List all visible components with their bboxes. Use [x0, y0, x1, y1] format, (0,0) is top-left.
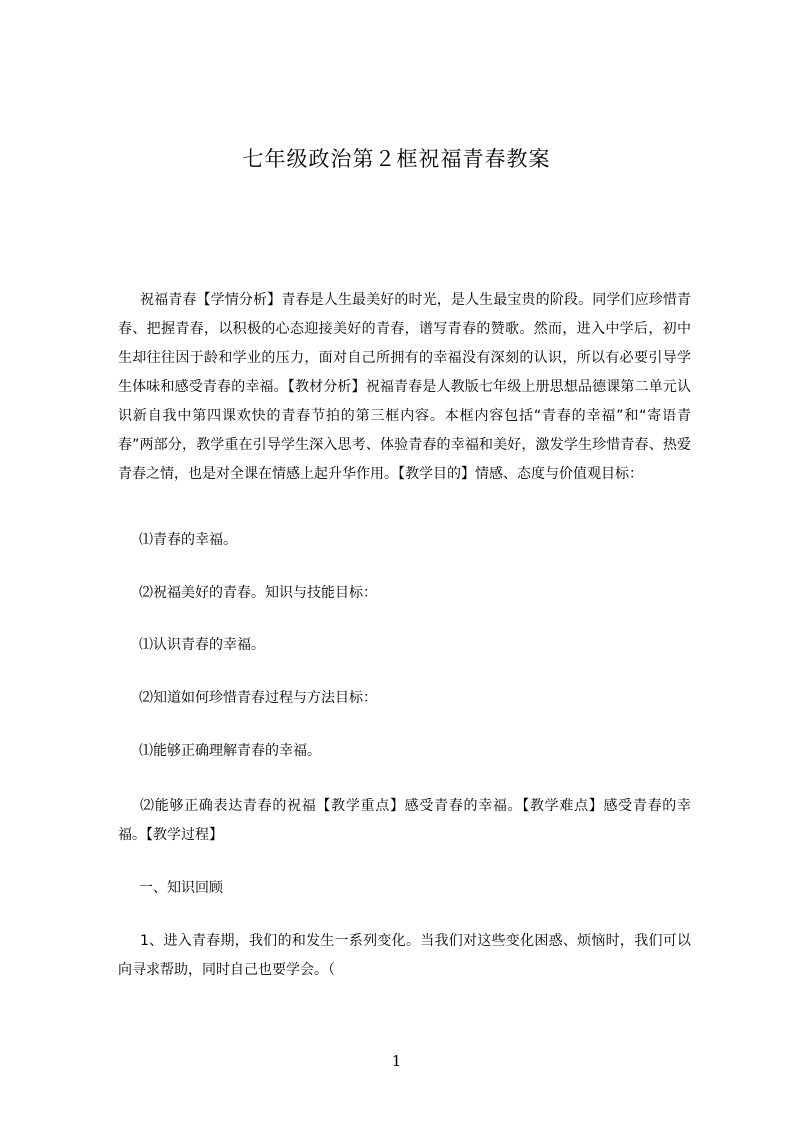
section-heading: 一、知识回顾 [139, 880, 223, 896]
paragraph-intro: 祝福青春【学情分析】青春是人生最美好的时光，是人生最宝贵的阶段。同学们应珍惜青春、把握青春，以积极的心态迎接美好的青春，谱写青春的赞歌。然而，进入中学后，初中生却往往因于龄和学业的压力，面对自己所拥有的幸福没有深刻的认识，所以有必要引导学生体味和感受青春的幸福。【教材分析】祝福青春是人教版七年级上册思想品德课第二单元认识新自我中第四课欢快的青春节拍的第三框内容。本框内容包括“青春的幸福”和“寄语青春”两部分，教学重在引导学生深入思考、体验青春的幸福和美好，激发学生珍惜青春、热爱青春之情，也是对全课在情感上起升华作用。【教学目的】情感、态度与价值观目标： [118, 292, 691, 482]
paragraph-item: ⑴认识青春的幸福。 [139, 637, 265, 653]
paragraph-item: ⑵祝福美好的青春。知识与技能目标： [139, 585, 377, 601]
paragraph-key-points: ⑵能够正确表达青春的祝福【教学重点】感受青春的幸福。【教学难点】感受青春的幸福。【教学过程】 [118, 798, 691, 843]
paragraph-question: 1、进入青春期，我们的和发生一系列变化。当我们对这些变化困惑、烦恼时，我们可以向寻求帮助，同时自己也要学会。（ [118, 933, 691, 978]
paragraph-item: ⑴青春的幸福。 [139, 532, 237, 548]
paragraph-item: ⑵知道如何珍惜青春过程与方法目标： [139, 690, 377, 706]
page-number: 1 [391, 1052, 402, 1070]
document-title: 七年级政治第２框祝福青春教案 [242, 147, 551, 171]
paragraph-item: ⑴能够正确理解青春的幸福。 [139, 743, 321, 759]
